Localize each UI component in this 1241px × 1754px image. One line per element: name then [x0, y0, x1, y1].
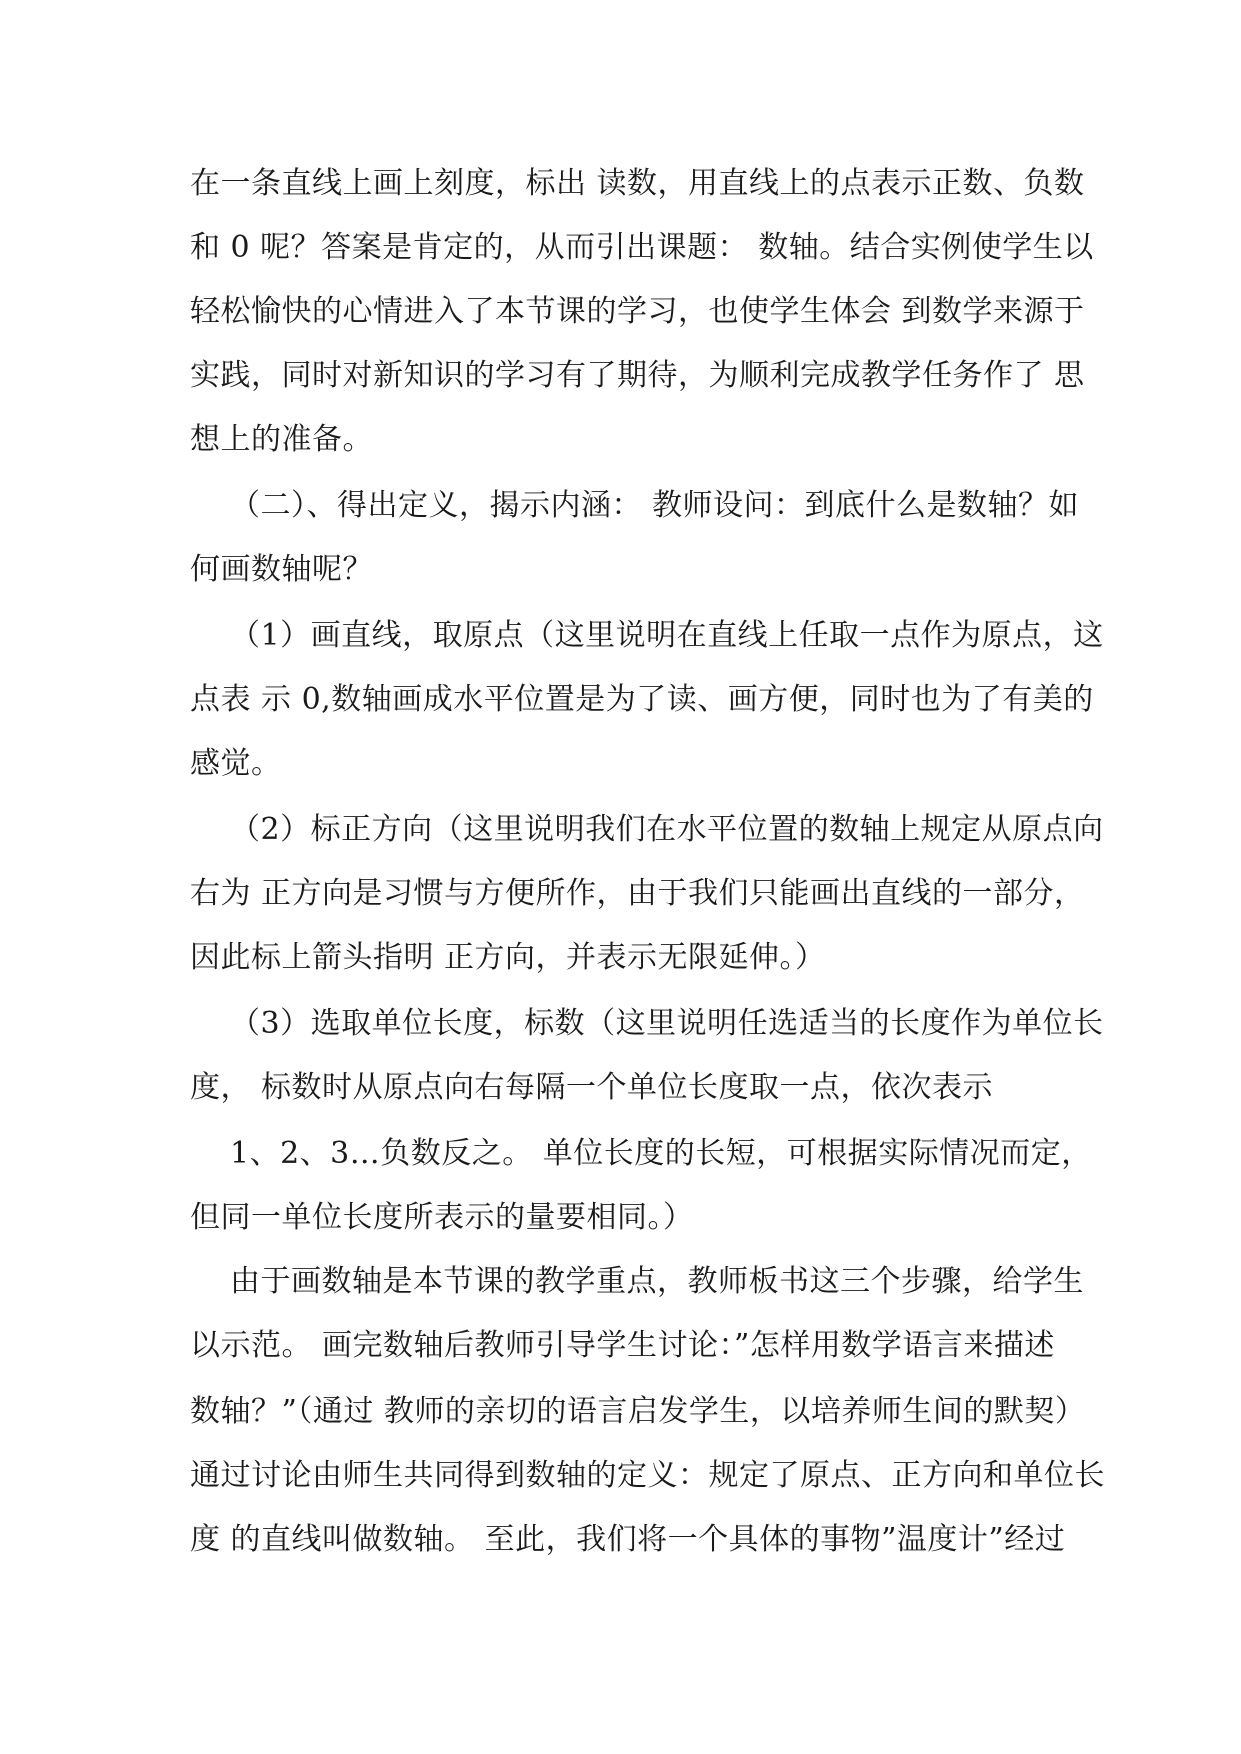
- text-line: 由于画数轴是本节课的教学重点，教师板书这三个步骤，给学生: [230, 1264, 1084, 1299]
- text-line: 和 0 呢？答案是肯定的，从而引出课题： 数轴。结合实例使学生以: [190, 230, 1094, 265]
- text-line: 因此标上箭头指明 正方向，并表示无限延伸。）: [190, 940, 826, 975]
- text-line: 1、2、3…负数反之。 单位长度的长短，可根据实际情况而定，: [230, 1136, 1092, 1171]
- text-line: （二）、得出定义，揭示内涵： 教师设问：到底什么是数轴？如: [230, 488, 1080, 523]
- text-line: 通过讨论由师生共同得到数轴的定义：规定了原点、正方向和单位长: [190, 1458, 1105, 1493]
- text-line: 想上的准备。: [190, 422, 373, 457]
- text-line: 在一条直线上画上刻度，标出 读数，用直线上的点表示正数、负数: [190, 166, 1085, 201]
- text-line: 右为 正方向是习惯与方便所作，由于我们只能画出直线的一部分，: [190, 876, 1085, 911]
- text-line: 实践，同时对新知识的学习有了期待，为顺利完成教学任务作了 思: [190, 358, 1085, 393]
- text-line: 数轴？”（通过 教师的亲切的语言启发学生，以培养师生间的默契）: [190, 1394, 1086, 1429]
- text-line: 点表 示 0,数轴画成水平位置是为了读、画方便，同时也为了有美的: [190, 682, 1094, 717]
- text-line: （1）画直线，取原点（这里说明在直线上任取一点作为原点，这: [230, 618, 1104, 653]
- text-line: 度， 标数时从原点向右每隔一个单位长度取一点，依次表示: [190, 1070, 994, 1105]
- text-line: 度 的直线叫做数轴。 至此，我们将一个具体的事物”温度计”经过: [190, 1522, 1066, 1557]
- text-line: 以示范。 画完数轴后教师引导学生讨论：”怎样用数学语言来描述: [190, 1328, 1055, 1363]
- text-line: 何画数轴呢？: [190, 552, 373, 587]
- text-line: （2）标正方向（这里说明我们在水平位置的数轴上规定从原点向: [230, 812, 1104, 847]
- text-line: 轻松愉快的心情进入了本节课的学习，也使学生体会 到数学来源于: [190, 294, 1085, 329]
- text-line: 但同一单位长度所表示的量要相同。）: [190, 1200, 694, 1235]
- text-line: （3）选取单位长度，标数（这里说明任选适当的长度作为单位长: [230, 1006, 1104, 1041]
- text-line: 感觉。: [190, 746, 282, 781]
